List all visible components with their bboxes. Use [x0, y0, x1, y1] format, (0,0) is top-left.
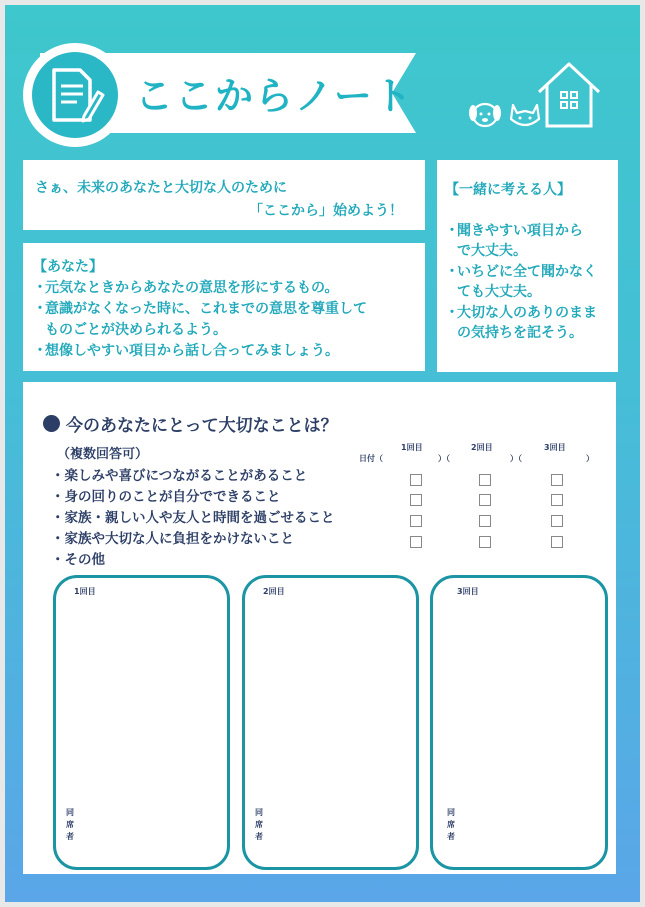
round-header: 3回目: [544, 443, 566, 452]
logo: [23, 43, 127, 147]
together-box: [437, 160, 618, 372]
list-item: ・ 聞きやすい項目から で大丈夫。: [445, 222, 583, 259]
you-heading: 【あなた】: [33, 259, 103, 275]
dog-cat-icon: [467, 97, 545, 131]
attendee-label: 同席者: [255, 808, 263, 841]
page-title: ここからノート: [135, 74, 414, 118]
checkbox[interactable]: [410, 536, 422, 548]
list-item: ・ いちどに全て聞かなく ても大丈夫。: [445, 263, 597, 300]
house-icon: [535, 60, 603, 130]
intro-box: [23, 160, 425, 230]
checkbox[interactable]: [410, 515, 422, 527]
you-box: [23, 243, 425, 371]
checkbox[interactable]: [479, 474, 491, 486]
panel-label: 2回目: [263, 587, 285, 596]
checkbox[interactable]: [551, 494, 563, 506]
checkbox[interactable]: [479, 494, 491, 506]
checkbox[interactable]: [551, 474, 563, 486]
question-box: [23, 382, 616, 874]
list-item: ・ 意識がなくなった時に、これまでの意思を尊重して ものごとが決められるよう。: [33, 301, 367, 338]
checkbox[interactable]: [479, 515, 491, 527]
round-3-panel[interactable]: [430, 575, 608, 870]
question-items: [51, 466, 335, 571]
list-item: ・家族や大切な人に負担をかけないこと: [51, 531, 294, 547]
checkbox[interactable]: [479, 536, 491, 548]
intro-line-2: 「ここから」始めよう！: [249, 203, 403, 219]
list-item: ・家族・親しい人や友人と時間を過ごせること: [51, 510, 335, 526]
panel-label: 1回目: [74, 587, 96, 596]
page: [5, 5, 640, 902]
note-pencil-icon: [44, 64, 106, 126]
attendee-label: 同席者: [66, 808, 74, 841]
checkbox[interactable]: [551, 536, 563, 548]
list-item: ・ 元気なときからあなたの意思を形にするもの。: [33, 280, 339, 296]
date-row: 日付（ ）（ ）（ ）: [359, 454, 594, 463]
question-title: 今のあなたにとって大切なことは？: [43, 411, 338, 436]
checkbox[interactable]: [551, 515, 563, 527]
round-header: 1回目: [401, 443, 423, 452]
together-heading: 【一緒に考える人】: [445, 182, 571, 198]
attendee-label: 同席者: [447, 808, 455, 841]
date-label: 日付（: [359, 454, 383, 463]
bullet-circle-icon: [43, 415, 60, 432]
checkbox[interactable]: [410, 474, 422, 486]
intro-line-1: さぁ、未来のあなたと大切な人のために: [35, 180, 287, 196]
checkbox[interactable]: [410, 494, 422, 506]
round-header: 2回目: [471, 443, 493, 452]
panel-label: 3回目: [457, 587, 479, 596]
round-2-panel[interactable]: [242, 575, 419, 870]
list-item: ・ 大切な人のありのまま の気持ちを記そう。: [445, 304, 597, 341]
list-item: ・身の回りのことが自分でできること: [51, 489, 281, 505]
list-item: ・楽しみや喜びにつながることがあること: [51, 468, 308, 484]
list-item: ・ 想像しやすい項目から話し合ってみましょう。: [33, 343, 339, 359]
question-subtitle: （複数回答可）: [57, 447, 149, 462]
round-1-panel[interactable]: [53, 575, 230, 870]
list-item: ・その他: [51, 552, 105, 568]
